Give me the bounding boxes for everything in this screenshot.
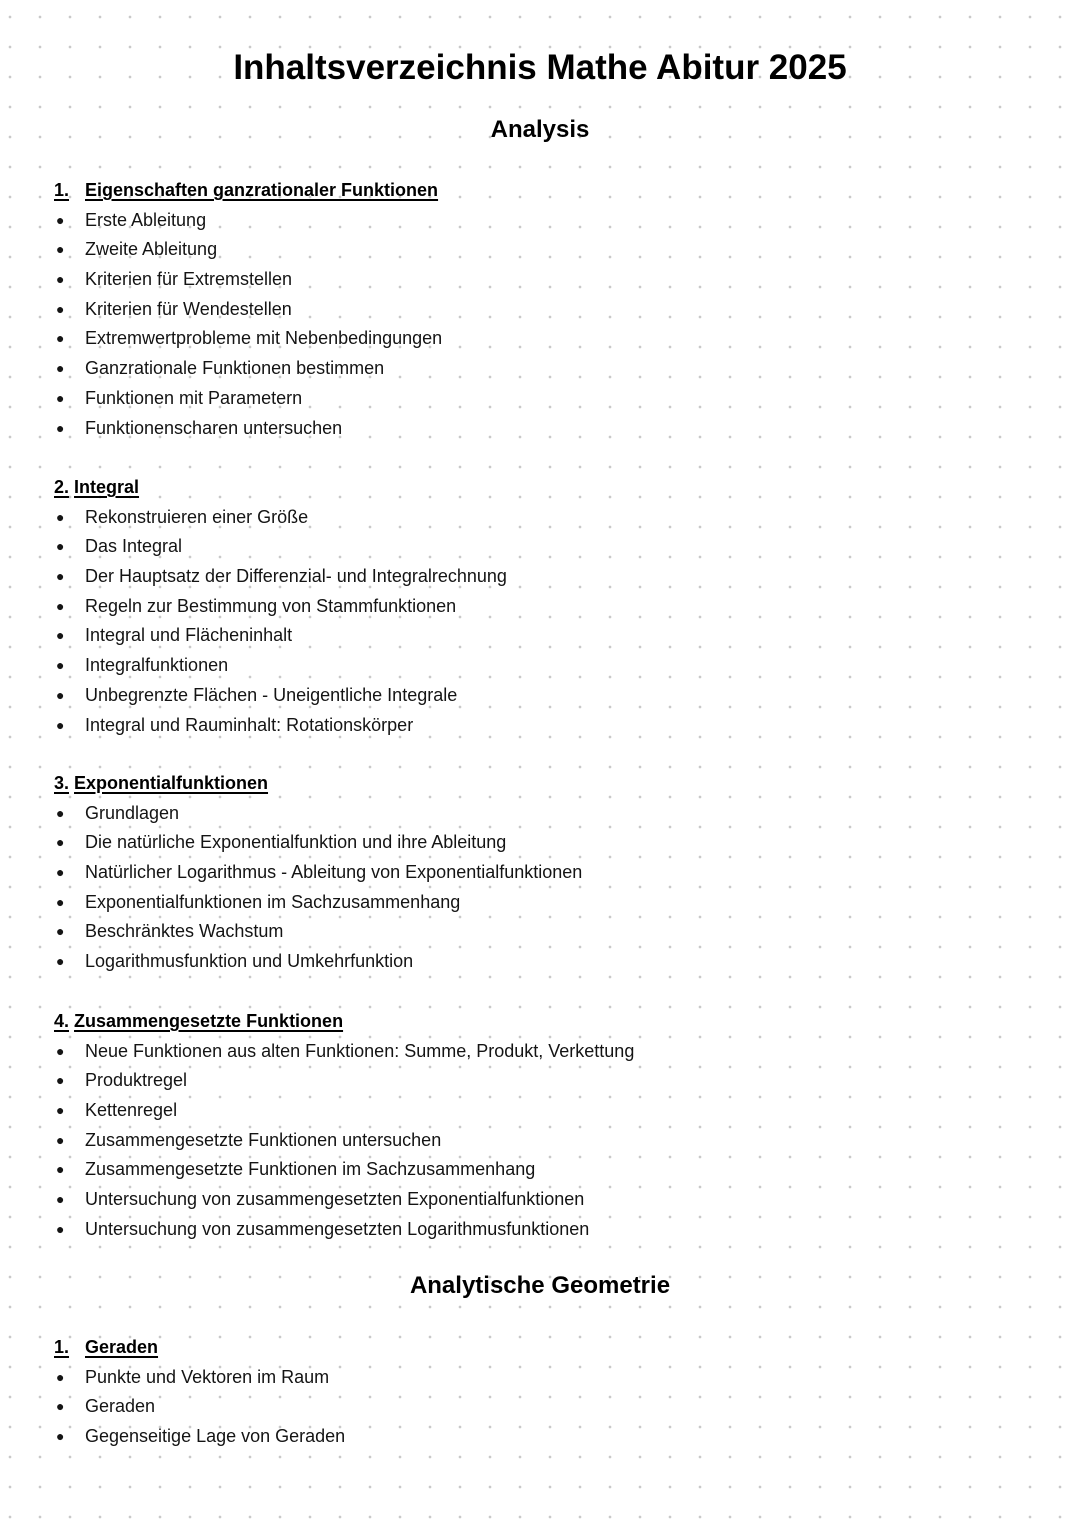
list-item <box>54 1126 1034 1156</box>
bullet-icon: ● <box>56 241 65 258</box>
bullet-icon: ● <box>56 627 65 644</box>
list-item <box>54 1215 1034 1245</box>
list-item-text: Kriterien für Extremstellen <box>85 269 293 290</box>
topic-list <box>54 1037 1034 1245</box>
list-item-text: Zusammengesetzte Funktionen untersuchen <box>85 1129 442 1150</box>
list-item-text: Grundlagen <box>85 802 180 823</box>
bullet-icon: ● <box>56 1102 65 1119</box>
section-exponentialfunktionen <box>54 769 1034 977</box>
bullet-icon: ● <box>56 508 65 525</box>
section-heading <box>54 473 1034 503</box>
bullet-icon: ● <box>56 657 65 674</box>
list-item <box>54 414 1034 444</box>
topic-list <box>54 503 1034 741</box>
bullet-icon: ● <box>56 953 65 970</box>
list-item-text: Zusammengesetzte Funktionen im Sachzusammenhang <box>85 1159 536 1180</box>
section-title: Exponentialfunktionen <box>74 773 269 793</box>
bullet-icon: ● <box>56 360 65 377</box>
section-title: Eigenschaften ganzrationaler Funktionen <box>85 180 439 200</box>
list-item-text: Unbegrenzte Flächen - Uneigentliche Integrale <box>85 684 458 705</box>
list-item-text: Regeln zur Bestimmung von Stammfunktionen <box>85 595 457 616</box>
list-item-text: Geraden <box>85 1396 156 1417</box>
bullet-icon: ● <box>56 330 65 347</box>
section-integral <box>54 473 1034 740</box>
bullet-icon: ● <box>56 1220 65 1237</box>
list-item <box>54 621 1034 651</box>
list-item <box>54 681 1034 711</box>
section-title: Geraden <box>85 1337 159 1357</box>
list-item-text: Erste Ableitung <box>85 209 207 230</box>
list-item <box>54 235 1034 265</box>
bullet-icon: ● <box>56 1131 65 1148</box>
list-item <box>54 651 1034 681</box>
list-item-text: Untersuchung von zusammengesetzten Logarithmusfunktionen <box>85 1218 590 1239</box>
list-item-text: Beschränktes Wachstum <box>85 921 284 942</box>
bullet-icon: ● <box>56 271 65 288</box>
section-title: Integral <box>74 477 140 497</box>
bullet-icon: ● <box>56 1398 65 1415</box>
bullet-icon: ● <box>56 834 65 851</box>
list-item <box>54 1037 1034 1067</box>
list-item <box>54 324 1034 354</box>
list-item-text: Exponentialfunktionen im Sachzusammenhang <box>85 891 461 912</box>
section-number: 3. <box>54 773 70 793</box>
bullet-icon: ● <box>56 1161 65 1178</box>
list-item <box>54 799 1034 829</box>
list-item <box>54 888 1034 918</box>
list-item-text: Zweite Ableitung <box>85 239 218 260</box>
section-number: 1. <box>54 1337 70 1357</box>
list-item-text: Produktregel <box>85 1070 188 1091</box>
list-item <box>54 384 1034 414</box>
section-eigenschaften-ganzrationaler-funktionen <box>54 176 1034 443</box>
part-heading-analytische-geometrie: Analytische Geometrie <box>409 1272 671 1299</box>
list-item <box>54 917 1034 947</box>
bullet-icon: ● <box>56 864 65 881</box>
list-item <box>54 711 1034 741</box>
topic-list <box>54 1363 1034 1452</box>
list-item-text: Die natürliche Exponentialfunktion und ihre Ableitung <box>85 832 507 853</box>
list-item <box>54 1096 1034 1126</box>
list-item-text: Ganzrationale Funktionen bestimmen <box>85 358 385 379</box>
section-heading <box>54 1333 1034 1363</box>
section-zusammengesetzte-funktionen <box>54 1007 1034 1245</box>
section-heading <box>54 176 1034 206</box>
list-item <box>54 1363 1034 1393</box>
bullet-icon: ● <box>56 211 65 228</box>
list-item-text: Punkte und Vektoren im Raum <box>85 1366 330 1387</box>
list-item-text: Logarithmusfunktion und Umkehrfunktion <box>85 951 414 972</box>
bullet-icon: ● <box>56 1042 65 1059</box>
list-item <box>54 562 1034 592</box>
list-item-text: Der Hauptsatz der Differenzial- und Integralrechnung <box>85 566 507 587</box>
section-title: Zusammengesetzte Funktionen <box>74 1011 344 1031</box>
list-item <box>54 828 1034 858</box>
section-heading <box>54 1007 1034 1037</box>
list-item <box>54 354 1034 384</box>
list-item-text: Integralfunktionen <box>85 655 229 676</box>
list-item-text: Extremwertprobleme mit Nebenbedingungen <box>85 328 443 349</box>
bullet-icon: ● <box>56 923 65 940</box>
page-title: Inhaltsverzeichnis Mathe Abitur 2025 <box>233 48 847 87</box>
list-item <box>54 532 1034 562</box>
part-heading-analysis: Analysis <box>490 116 590 143</box>
list-item-text: Neue Funktionen aus alten Funktionen: Summe, Produkt, Verkettung <box>85 1040 635 1061</box>
list-item-text: Integral und Flächeninhalt <box>85 625 293 646</box>
section-geraden <box>54 1333 1034 1452</box>
section-heading <box>54 769 1034 799</box>
list-item-text: Funktionenscharen untersuchen <box>85 417 343 438</box>
list-item <box>54 1185 1034 1215</box>
list-item-text: Das Integral <box>85 536 183 557</box>
bullet-icon: ● <box>56 419 65 436</box>
list-item-text: Integral und Rauminhalt: Rotationskörper <box>85 714 414 735</box>
list-item <box>54 592 1034 622</box>
list-item <box>54 265 1034 295</box>
list-item-text: Gegenseitige Lage von Geraden <box>85 1426 346 1447</box>
section-number: 1. <box>54 180 70 200</box>
bullet-icon: ● <box>56 300 65 317</box>
list-item <box>54 295 1034 325</box>
topic-list <box>54 799 1034 977</box>
bullet-icon: ● <box>56 1072 65 1089</box>
list-item <box>54 206 1034 236</box>
list-item-text: Rekonstruieren einer Größe <box>85 506 309 527</box>
list-item <box>54 947 1034 977</box>
list-item <box>54 858 1034 888</box>
bullet-icon: ● <box>56 716 65 733</box>
bullet-icon: ● <box>56 538 65 555</box>
list-item <box>54 503 1034 533</box>
list-item-text: Untersuchung von zusammengesetzten Exponentialfunktionen <box>85 1189 585 1210</box>
topic-list <box>54 206 1034 444</box>
section-number: 4. <box>54 1011 70 1031</box>
section-number: 2. <box>54 477 70 497</box>
list-item <box>54 1066 1034 1096</box>
bullet-icon: ● <box>56 893 65 910</box>
bullet-icon: ● <box>56 1368 65 1385</box>
bullet-icon: ● <box>56 686 65 703</box>
list-item-text: Kettenregel <box>85 1100 178 1121</box>
bullet-icon: ● <box>56 804 65 821</box>
list-item <box>54 1422 1034 1452</box>
list-item-text: Natürlicher Logarithmus - Ableitung von Exponentialfunktionen <box>85 862 583 883</box>
bullet-icon: ● <box>56 597 65 614</box>
list-item-text: Kriterien für Wendestellen <box>85 298 292 319</box>
list-item-text: Funktionen mit Parametern <box>85 387 303 408</box>
bullet-icon: ● <box>56 568 65 585</box>
bullet-icon: ● <box>56 1428 65 1445</box>
bullet-icon: ● <box>56 1191 65 1208</box>
list-item <box>54 1155 1034 1185</box>
list-item <box>54 1392 1034 1422</box>
bullet-icon: ● <box>56 389 65 406</box>
